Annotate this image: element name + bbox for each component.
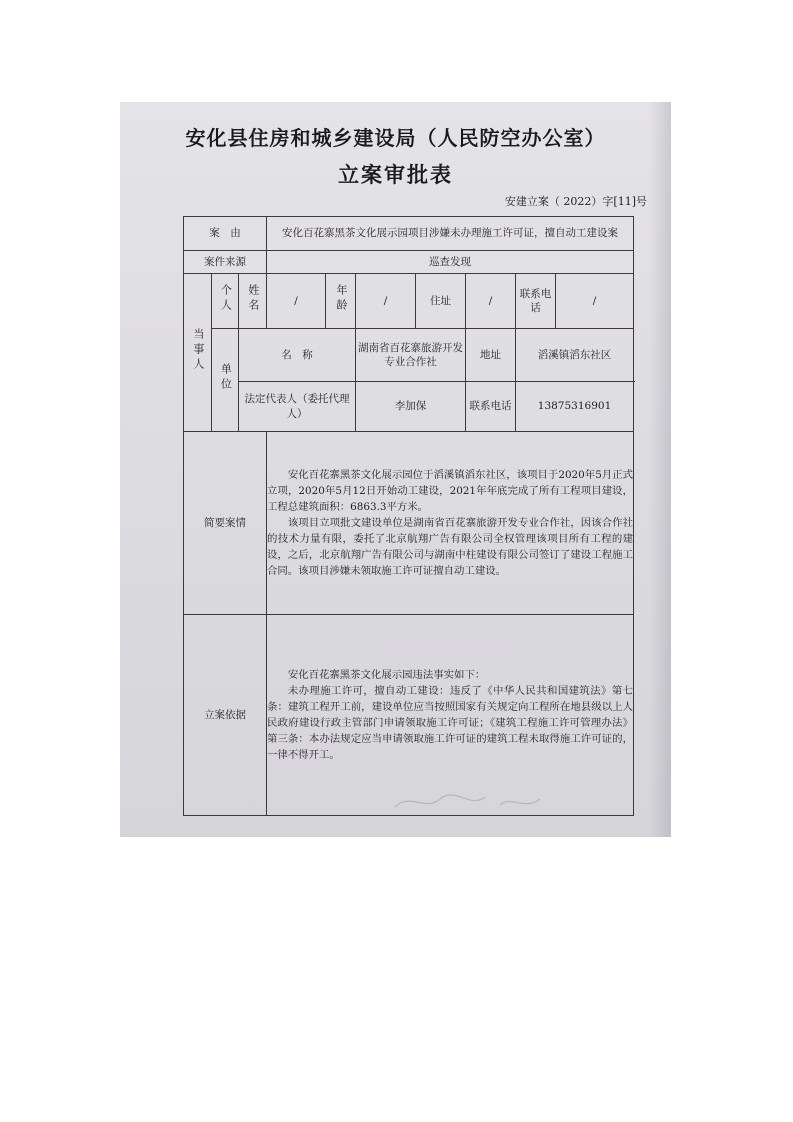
unit-row: [184, 329, 634, 382]
summary-content: [267, 432, 634, 615]
basis-paragraph: 未办理施工许可，擅自动工建设：违反了《中华人民共和国建筑法》第七条：建筑工程开工前，建设单位应当按照国家有关规定向工程所在地县级以上人民政府建设行政主管部门申请领取施工许可证；《建筑工程施工许可管理办法》第三条：本办法规定应当申请领取施工许可证的建筑工程未取得施工许可证的，一律不得开工。: [267, 684, 634, 762]
individual-age-label: 年龄: [326, 274, 356, 329]
unit-name-label: 名 称: [239, 329, 356, 382]
summary-row: [184, 432, 634, 615]
source-label: 案件来源: [184, 251, 267, 274]
representative-row: [184, 382, 634, 432]
individual-name-label: 姓名: [239, 274, 267, 329]
representative-label: 法定代表人（委托代理人）: [239, 382, 356, 432]
individual-address-value: /: [466, 274, 516, 329]
source-value: 巡查发现: [267, 251, 634, 274]
representative-value: 李加保: [356, 382, 466, 432]
basis-label: 立案依据: [184, 615, 267, 816]
approval-form-table: [183, 216, 634, 816]
individual-address-label: 住址: [416, 274, 466, 329]
party-label: 当事人: [184, 274, 212, 432]
individual-row: [184, 274, 634, 329]
individual-age-value: /: [356, 274, 416, 329]
form-title: 立案审批表: [338, 162, 453, 187]
unit-address-label: 地址: [466, 329, 516, 382]
individual-label: 个人: [212, 274, 239, 329]
individual-phone-value: /: [556, 274, 634, 329]
faint-handwriting-marks: [390, 787, 550, 817]
basis-row: [184, 615, 634, 816]
cause-label: 案 由: [184, 217, 267, 251]
basis-content: [267, 615, 634, 816]
unit-address-value: 滔溪镇滔东社区: [516, 329, 634, 382]
unit-phone-value: 13875316901: [516, 382, 634, 432]
summary-paragraph: 安化百花寨黑茶文化展示园位于滔溪镇滔东社区，该项目于2020年5月正式立项，2020年5月12日开始动工建设，2021年年底完成了所有工程项目建设，工程总建筑面积：6863.3平方米。: [267, 468, 634, 513]
basis-paragraph: 安化百花寨黑茶文化展示园违法事实如下：: [287, 668, 486, 681]
individual-phone-label: 联系电话: [516, 274, 556, 329]
document-number: 安建立案（ 2022）字[11]号: [504, 195, 647, 208]
document-photo: [120, 102, 671, 837]
cause-row: [184, 217, 634, 251]
source-row: [184, 251, 634, 274]
cause-value: 安化百花寨黑茶文化展示园项目涉嫌未办理施工许可证，擅自动工建设案: [267, 217, 634, 251]
agency-title: 安化县住房和城乡建设局（人民防空办公室）: [185, 126, 606, 150]
unit-phone-label: 联系电话: [466, 382, 516, 432]
summary-paragraph: 该项目立项批文建设单位是湖南省百花寨旅游开发专业合作社，因该合作社的技术力量有限，委托了北京航翔广告有限公司全权管理该项目所有工程的建设，之后，北京航翔广告有限公司与湖南中柱建设有限公司签订了建设工程施工合同。该项目涉嫌未领取施工许可证擅自动工建设。: [267, 516, 634, 578]
summary-label: 简要案情: [184, 432, 267, 615]
unit-label: 单位: [212, 329, 239, 432]
individual-name-value: /: [267, 274, 326, 329]
unit-name-value: 湖南省百花寨旅游开发专业合作社: [356, 329, 466, 382]
